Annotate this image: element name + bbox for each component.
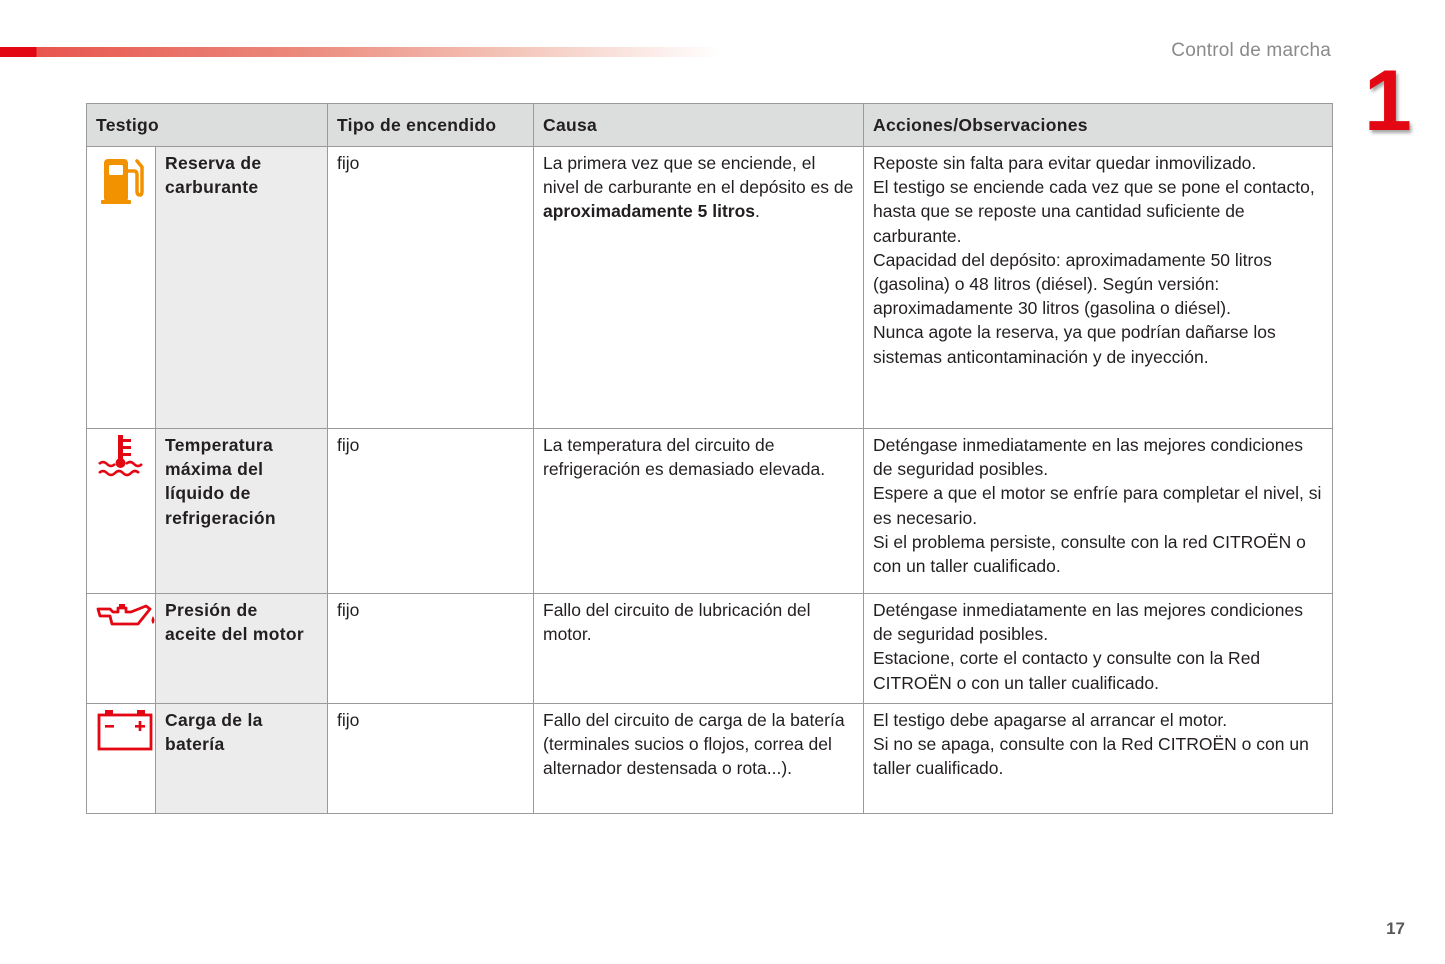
coolant-temperature-icon xyxy=(96,433,146,479)
table-row xyxy=(87,147,1333,429)
cause-text: Fallo del circuito de lubricación del motor. xyxy=(534,594,864,704)
page-number: 17 xyxy=(1386,919,1405,938)
actions-text: Reposte sin falta para evitar quedar inmovilizado. El testigo se enciende cada vez que se pone el contacto, hasta que se reposte una cantidad suficiente de carburante. Capacidad del depósito: aproximadamente 50 litros (gasolina) o 48 litros (diésel). Según versión: aproximadamente 30 litros (gasolina o diésel). Nunca agote la reserva, ya que podrían dañarse los sistemas anticontaminación y de inyección. xyxy=(864,147,1333,429)
warning-name: Presión de aceite del motor xyxy=(156,594,328,704)
chapter-number: 1 xyxy=(1364,53,1412,149)
fuel-pump-icon xyxy=(97,151,145,207)
header-accent-bar xyxy=(0,47,720,57)
icon-cell xyxy=(87,594,156,704)
table-row xyxy=(87,704,1333,814)
ignition-type: fijo xyxy=(328,429,534,594)
column-header-tipo: Tipo de encendido xyxy=(328,104,534,147)
column-header-testigo: Testigo xyxy=(87,104,328,147)
warning-name: Temperatura máxima del líquido de refrigeración xyxy=(156,429,328,594)
table-row xyxy=(87,594,1333,704)
cause-text: La primera vez que se enciende, el nivel de carburante en el depósito es de aproximadamente 5 litros. xyxy=(534,147,864,429)
warning-name: Reserva de carburante xyxy=(156,147,328,429)
ignition-type: fijo xyxy=(328,594,534,704)
ignition-type: fijo xyxy=(328,704,534,814)
table-header-row xyxy=(87,104,1333,147)
actions-text: Deténgase inmediatamente en las mejores condiciones de seguridad posibles. Espere a que el motor se enfríe para completar el nivel, si es necesario. Si el problema persiste, consulte con la red CITROËN o con un taller cualificado. xyxy=(864,429,1333,594)
table-row xyxy=(87,429,1333,594)
warning-lights-table xyxy=(86,103,1333,814)
cause-text: Fallo del circuito de carga de la batería (terminales sucios o flojos, correa del alternador destensada o rota...). xyxy=(534,704,864,814)
actions-text: Deténgase inmediatamente en las mejores condiciones de seguridad posibles. Estacione, corte el contacto y consulte con la Red CITROËN o con un taller cualificado. xyxy=(864,594,1333,704)
column-header-causa: Causa xyxy=(534,104,864,147)
warning-name: Carga de la batería xyxy=(156,704,328,814)
column-header-acciones: Acciones/Observaciones xyxy=(864,104,1333,147)
actions-text: El testigo debe apagarse al arrancar el motor. Si no se apaga, consulte con la Red CITROËN o con un taller cualificado. xyxy=(864,704,1333,814)
icon-cell xyxy=(87,704,156,814)
cause-text: La temperatura del circuito de refrigeración es demasiado elevada. xyxy=(534,429,864,594)
icon-cell xyxy=(87,147,156,429)
oil-pressure-icon xyxy=(96,598,158,632)
section-title: Control de marcha xyxy=(1171,40,1331,61)
icon-cell xyxy=(87,429,156,594)
ignition-type: fijo xyxy=(328,147,534,429)
battery-icon xyxy=(96,708,154,752)
